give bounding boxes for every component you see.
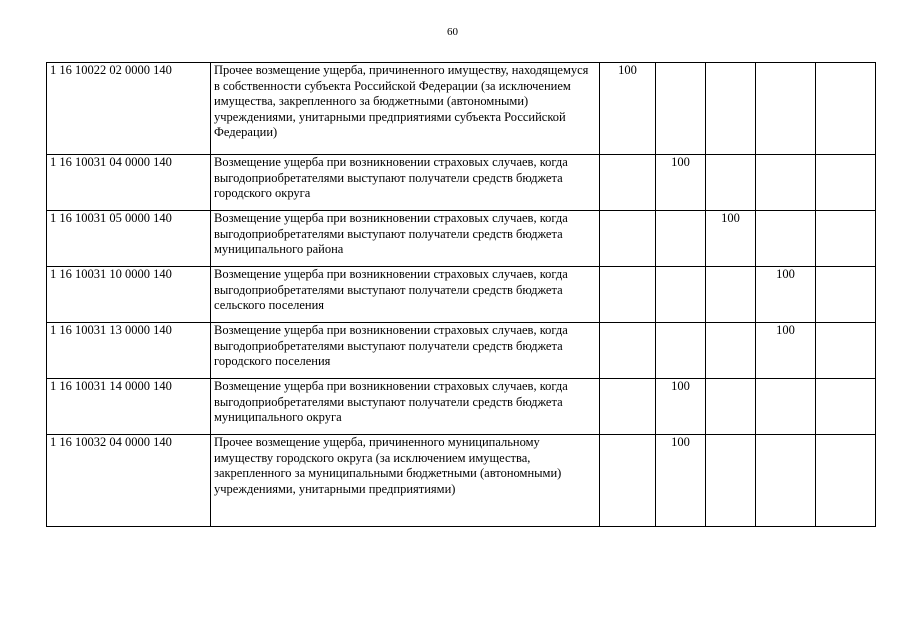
value-cell: 100 — [706, 211, 756, 267]
value-cell — [706, 267, 756, 323]
revenue-description: Прочее возмещение ущерба, причиненного имуществу, находящемуся в собственности субъекта Российской Федерации (за исключением имущества, закрепленного за бюджетными (автономными) учреждениями, унитарными предприятиями субъекта Российской Федерации) — [211, 63, 600, 155]
revenue-description: Возмещение ущерба при возникновении страховых случаев, когда выгодоприобретателями выступают получатели средств бюджета муниципального района — [211, 211, 600, 267]
value-cell — [756, 63, 816, 155]
value-cell — [706, 379, 756, 435]
value-cell — [656, 211, 706, 267]
revenue-code: 1 16 10031 10 0000 140 — [47, 267, 211, 323]
table-row — [47, 63, 876, 155]
value-cell — [816, 435, 876, 527]
value-cell — [816, 211, 876, 267]
revenue-code: 1 16 10031 14 0000 140 — [47, 379, 211, 435]
value-cell: 100 — [656, 155, 706, 211]
value-cell — [706, 63, 756, 155]
revenue-code: 1 16 10031 04 0000 140 — [47, 155, 211, 211]
revenue-code: 1 16 10022 02 0000 140 — [47, 63, 211, 155]
value-cell — [706, 323, 756, 379]
table-row — [47, 323, 876, 379]
value-cell — [656, 323, 706, 379]
revenue-description: Возмещение ущерба при возникновении страховых случаев, когда выгодоприобретателями выступают получатели средств бюджета муниципального округа — [211, 379, 600, 435]
revenue-code: 1 16 10031 05 0000 140 — [47, 211, 211, 267]
table-row — [47, 379, 876, 435]
value-cell — [600, 435, 656, 527]
value-cell — [816, 379, 876, 435]
revenue-code: 1 16 10031 13 0000 140 — [47, 323, 211, 379]
value-cell — [756, 379, 816, 435]
value-cell — [600, 323, 656, 379]
value-cell — [600, 267, 656, 323]
value-cell — [816, 323, 876, 379]
value-cell — [816, 155, 876, 211]
table-row — [47, 267, 876, 323]
table-row — [47, 211, 876, 267]
value-cell — [600, 211, 656, 267]
value-cell: 100 — [656, 435, 706, 527]
revenue-description: Возмещение ущерба при возникновении страховых случаев, когда выгодоприобретателями выступают получатели средств бюджета городского поселения — [211, 323, 600, 379]
value-cell — [706, 435, 756, 527]
value-cell: 100 — [756, 267, 816, 323]
value-cell — [756, 435, 816, 527]
value-cell — [600, 155, 656, 211]
value-cell: 100 — [756, 323, 816, 379]
revenue-description: Прочее возмещение ущерба, причиненного муниципальному имуществу городского округа (за исключением имущества, закрепленного за муниципальными бюджетными (автономными) учреждениями, унитарными предприятиями) — [211, 435, 600, 527]
value-cell — [656, 267, 706, 323]
table-row — [47, 155, 876, 211]
value-cell — [756, 211, 816, 267]
revenue-code: 1 16 10032 04 0000 140 — [47, 435, 211, 527]
value-cell: 100 — [600, 63, 656, 155]
value-cell: 100 — [656, 379, 706, 435]
value-cell — [816, 267, 876, 323]
budget-revenue-table — [46, 62, 876, 527]
value-cell — [706, 155, 756, 211]
value-cell — [816, 63, 876, 155]
value-cell — [656, 63, 706, 155]
table-row — [47, 435, 876, 527]
value-cell — [600, 379, 656, 435]
value-cell — [756, 155, 816, 211]
page-number: 60 — [447, 26, 458, 38]
revenue-description: Возмещение ущерба при возникновении страховых случаев, когда выгодоприобретателями выступают получатели средств бюджета сельского поселения — [211, 267, 600, 323]
revenue-description: Возмещение ущерба при возникновении страховых случаев, когда выгодоприобретателями выступают получатели средств бюджета городского округа — [211, 155, 600, 211]
